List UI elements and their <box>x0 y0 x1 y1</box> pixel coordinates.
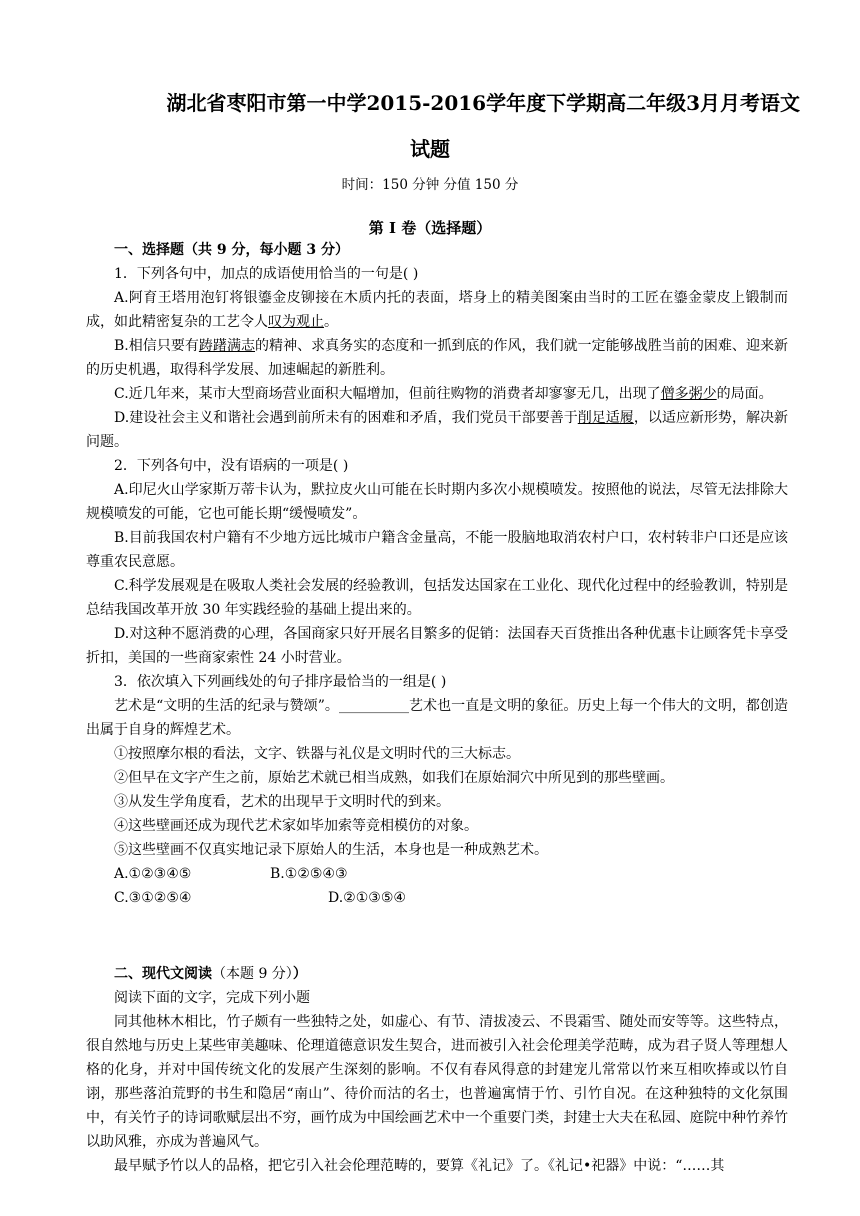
part2-heading: 二、现代文阅读（本题 9 分）） <box>114 966 307 982</box>
question-1-stem: 1．下列各句中，加点的成语使用恰当的一句是( ) <box>114 266 419 282</box>
sentence-3: ③从发生学角度看，艺术的出现早于文明时代的到来。 <box>114 794 450 810</box>
reading-paragraph-1: 同其他林木相比，竹子颇有一些独特之处，如虚心、有节、清拔凌云、不畏霜雪、随处而安等等。这些特点，很自然地与历史上某些审美趣味、伦理道德意识发生契合，进而被引入社会伦理美学范畴，成为君子贤人等理想人格的化身，并对中国传统文化的发展产生深刻的影响。不仅有春风得意的封建宠儿常常以竹来互相吹捧或以竹自诩，那些落泊荒野的书生和隐居“南山”、待价而沽的名士，也普遍寓情于竹、引竹自况。在这种独特的文化氛围中，有关竹子的诗词歌赋层出不穷，画竹成为中国绘画艺术中一个重要门类，封建士大夫在私园、庭院中种竹养竹以助风雅，亦成为普遍风气。 <box>86 1014 788 1150</box>
fill-blank: __________ <box>338 698 409 714</box>
sentence-5: ⑤这些壁画不仅真实地记录下原始人的生活，本身也是一种成熟艺术。 <box>114 842 548 858</box>
question-3-option-b: B.①②⑤④③ <box>270 866 348 882</box>
question-3-option-c: C.③①②⑤④ <box>114 890 192 906</box>
underlined-idiom: 削足适履 <box>577 410 634 426</box>
underlined-idiom: 叹为观止 <box>268 314 324 330</box>
sentence-4: ④这些壁画还成为现代艺术家如毕加索等竞相模仿的对象。 <box>114 818 478 834</box>
question-3-passage: 艺术是“文明的生活的纪录与赞颂”。__________艺术也一直是文明的象征。历史上每一个伟大的文明，都创造出属于自身的辉煌艺术。 <box>86 698 788 738</box>
question-1-option-b: B.相信只要有踌躇满志的精神、求真务实的态度和一抓到底的作风，我们就一定能够战胜当前的困难、迎来新的历史机遇，取得科学发展、加速崛起的新胜利。 <box>86 338 788 378</box>
reading-instruction: 阅读下面的文字，完成下列小题 <box>114 990 310 1006</box>
question-1-option-a: A.阿育王塔用泡钉将银鎏金皮铆接在木质内托的表面，塔身上的精美图案由当时的工匠在鎏金蒙皮上锻制而成，如此精密复杂的工艺令人叹为观止。 <box>86 290 788 330</box>
part1-heading: 一、选择题（共 9 分，每小题 3 分） <box>114 242 349 258</box>
section-heading: 第 I 卷（选择题） <box>368 219 492 237</box>
question-2-stem: 2．下列各句中，没有语病的一项是( ) <box>114 458 349 474</box>
question-2-option-b: B.目前我国农村户籍有不少地方远比城市户籍含金量高，不能一股脑地取消农村户口，农村转非户口还是应该尊重农民意愿。 <box>86 530 788 570</box>
question-2-option-a: A.印尼火山学家斯万蒂卡认为，默拉皮火山可能在长时期内多次小规模喷发。按照他的说法，尽管无法排除大规模喷发的可能，它也可能长期“缓慢喷发”。 <box>86 482 788 522</box>
question-2-option-d: D.对这种不愿消费的心理，各国商家只好开展名目繁多的促销：法国春天百货推出各种优惠卡让顾客凭卡享受折扣，美国的一些商家索性 24 小时营业。 <box>86 626 788 666</box>
question-3-option-a: A.①②③④⑤ <box>114 866 192 882</box>
underlined-idiom: 僧多粥少 <box>660 386 717 402</box>
underlined-idiom: 踌躇满志 <box>198 338 256 354</box>
sentence-1: ①按照摩尔根的看法，文字、铁器与礼仪是文明时代的三大标志。 <box>114 746 520 762</box>
exam-time-and-score: 时间：150 分钟 分值 150 分 <box>341 177 519 193</box>
question-2-option-c: C.科学发展观是在吸取人类社会发展的经验教训，包括发达国家在工业化、现代化过程中的经验教训，特别是总结我国改革开放 30 年实践经验的基础上提出来的。 <box>86 578 788 618</box>
document-title: 湖北省枣阳市第一中学2015-2016学年度下学期高二年级3月月考语文 <box>166 91 800 115</box>
question-3-options-row-2 <box>86 886 788 910</box>
reading-paragraph-2: 最早赋予竹以人的品格，把它引入社会伦理范畴的，要算《礼记》了。《礼记•祀器》中说：“……其 <box>114 1158 725 1174</box>
document-title-continued: 试题 <box>410 137 450 161</box>
question-3-option-d: D.②①③⑤④ <box>328 890 406 906</box>
sentence-2: ②但早在文字产生之前，原始艺术就已相当成熟，如我们在原始洞穴中所见到的那些壁画。 <box>114 770 674 786</box>
question-3-options-row-1 <box>86 862 788 886</box>
question-1-option-c: C.近几年来，某市大型商场营业面积大幅增加，但前往购物的消费者却寥寥无几，出现了僧多粥少的局面。 <box>114 386 773 402</box>
question-3-stem: 3．依次填入下列画线处的句子排序最恰当的一组是( ) <box>114 674 447 690</box>
document-body <box>86 238 788 1178</box>
question-1-option-d: D.建设社会主义和谐社会遇到前所未有的困难和矛盾，我们党员干部要善于削足适履，以适应新形势，解决新问题。 <box>86 410 789 450</box>
